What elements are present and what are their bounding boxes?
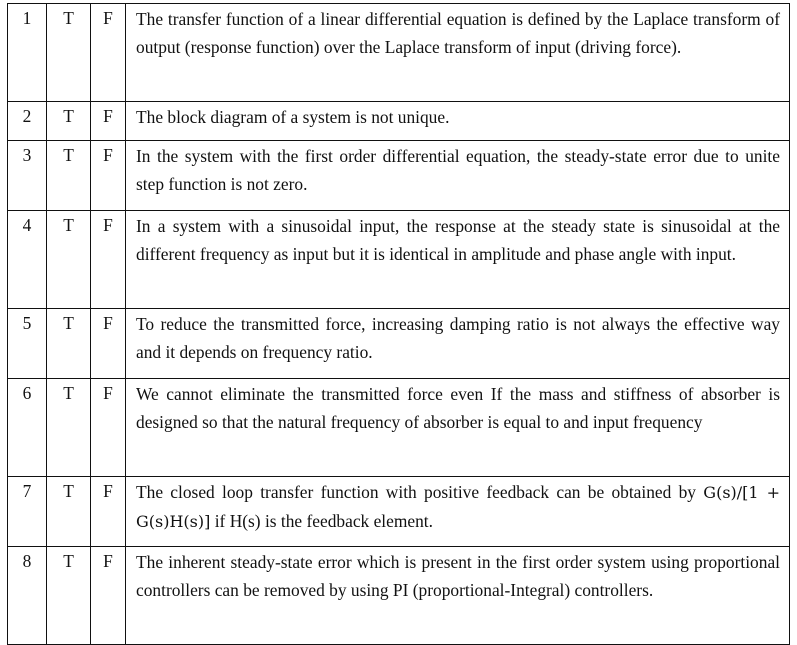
question-row — [8, 141, 790, 211]
true-option: T — [47, 102, 91, 141]
question-row — [8, 309, 790, 379]
false-option: F — [91, 102, 126, 141]
false-option: F — [91, 379, 126, 477]
question-number: 3 — [8, 141, 47, 211]
question-statement — [126, 477, 790, 547]
true-option: T — [47, 309, 91, 379]
true-option: T — [47, 379, 91, 477]
question-statement: The inherent steady-state error which is present in the first order system using proportional controllers can be removed by using PI (proportional-Integral) controllers. — [126, 547, 790, 645]
true-option: T — [47, 547, 91, 645]
question-number: 4 — [8, 211, 47, 309]
question-statement: In a system with a sinusoidal input, the response at the steady state is sinusoidal at the different frequency as input but it is identical in amplitude and phase angle with input. — [126, 211, 790, 309]
question-row — [8, 4, 790, 102]
true-option: T — [47, 4, 91, 102]
question-number: 5 — [8, 309, 47, 379]
false-option: F — [91, 309, 126, 379]
question-row — [8, 379, 790, 477]
question-statement: To reduce the transmitted force, increasing damping ratio is not always the effective way and it depends on frequency ratio. — [126, 309, 790, 379]
question-row — [8, 211, 790, 309]
question-row — [8, 477, 790, 547]
question-row — [8, 102, 790, 141]
statement-text: The closed loop transfer function with positive feedback can be obtained by — [136, 482, 697, 502]
false-option: F — [91, 4, 126, 102]
question-number: 6 — [8, 379, 47, 477]
false-option: F — [91, 477, 126, 547]
question-number: 7 — [8, 477, 47, 547]
true-option: T — [47, 141, 91, 211]
statement-text: if H(s) is the feedback element. — [210, 511, 433, 531]
question-statement: In the system with the first order differential equation, the steady-state error due to unite step function is not zero. — [126, 141, 790, 211]
true-option: T — [47, 211, 91, 309]
false-option: F — [91, 141, 126, 211]
true-option: T — [47, 477, 91, 547]
transfer-function-formula: G(s)/[1 + G(s)H(s)] — [136, 483, 781, 531]
question-number: 2 — [8, 102, 47, 141]
true-false-question-table — [7, 3, 790, 645]
question-number: 1 — [8, 4, 47, 102]
question-row — [8, 547, 790, 645]
false-option: F — [91, 547, 126, 645]
false-option: F — [91, 211, 126, 309]
question-number: 8 — [8, 547, 47, 645]
question-statement: The block diagram of a system is not unique. — [126, 102, 790, 141]
question-statement: We cannot eliminate the transmitted force even If the mass and stiffness of absorber is designed so that the natural frequency of absorber is equal to and input frequency — [126, 379, 790, 477]
question-statement: The transfer function of a linear differential equation is defined by the Laplace transform of output (response function) over the Laplace transform of input (driving force). — [126, 4, 790, 102]
